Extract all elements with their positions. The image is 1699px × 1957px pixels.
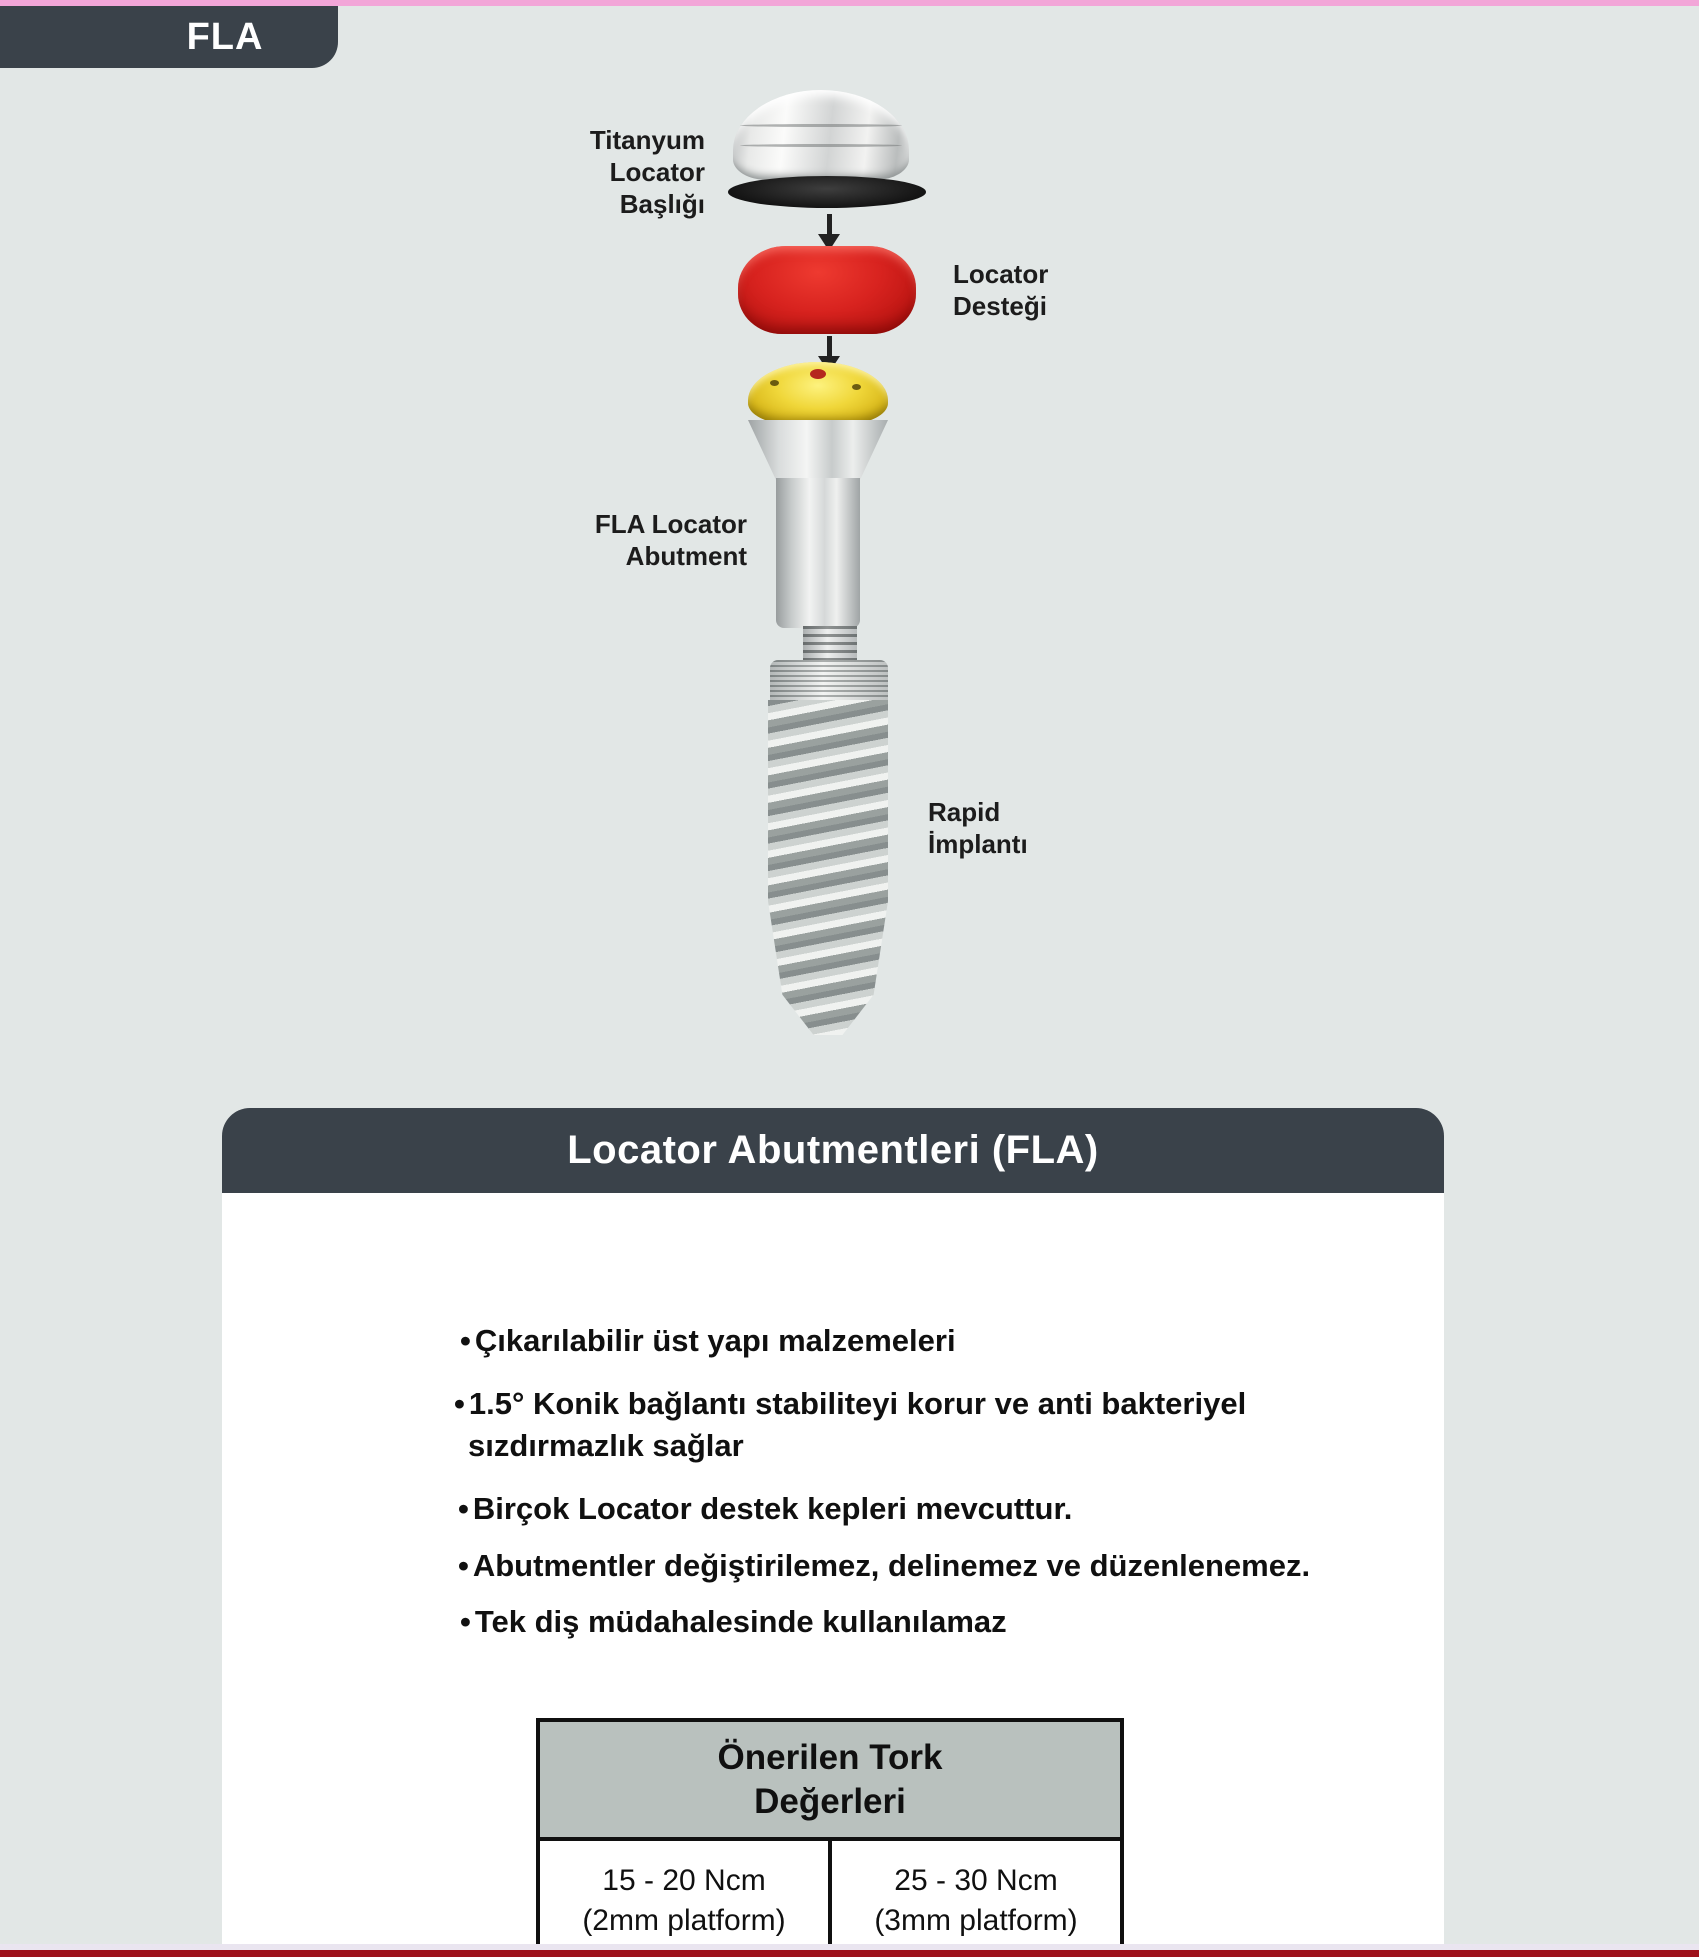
label-line: İmplantı xyxy=(928,829,1028,859)
bullet-marker: • xyxy=(458,1548,469,1583)
bullet-text: Tek diş müdahalesinde kullanılamaz xyxy=(474,1604,1007,1639)
torque-value: 15 - 20 Ncm xyxy=(602,1863,766,1897)
corner-tab-label: FLA xyxy=(186,15,264,58)
label-line: Başlığı xyxy=(619,189,705,219)
bullet-item xyxy=(458,1488,1072,1530)
bullet-item xyxy=(460,1320,956,1362)
bottom-accent-line xyxy=(0,1950,1699,1957)
bullet-marker: • xyxy=(460,1323,471,1358)
bullet-text: 1.5° Konik bağlantı stabiliteyi korur ve anti bakteriyel xyxy=(468,1386,1247,1421)
info-panel xyxy=(222,1108,1444,1957)
cap-rubber-ring-image xyxy=(728,176,926,208)
bullet-text: Çıkarılabilir üst yapı malzemeleri xyxy=(474,1323,956,1358)
bullet-marker: • xyxy=(460,1604,471,1639)
implant-collar-image xyxy=(770,660,888,700)
abutment-head-dot xyxy=(810,369,826,379)
label-line: Locator xyxy=(953,259,1049,289)
label-line: Desteği xyxy=(953,291,1047,321)
torque-cell-2mm xyxy=(540,1841,828,1957)
bullet-marker: • xyxy=(458,1491,469,1526)
label-rapid-implant xyxy=(928,796,1028,860)
torque-platform: (2mm platform) xyxy=(582,1903,786,1937)
torque-table xyxy=(536,1718,1124,1957)
implant-screw-image xyxy=(768,700,888,1035)
label-line: Titanyum xyxy=(589,125,705,155)
label-line: Rapid xyxy=(928,797,1001,827)
bullet-item xyxy=(460,1601,1007,1643)
label-fla-abutment xyxy=(595,508,747,572)
bullet-item xyxy=(454,1383,1246,1467)
abutment-stem-image xyxy=(776,478,860,628)
bullet-text-line xyxy=(454,1383,1246,1425)
torque-cell-3mm xyxy=(828,1841,1120,1957)
panel-title: Locator Abutmentleri (FLA) xyxy=(567,1128,1099,1172)
torque-header-line: Değerleri xyxy=(754,1781,906,1821)
bullet-text-line: sızdırmazlık sağlar xyxy=(468,1428,744,1463)
titanium-cap-image xyxy=(733,90,909,180)
abutment-head-speck xyxy=(770,380,779,386)
abutment-gold-head-image xyxy=(748,362,888,424)
cap-groove xyxy=(740,124,902,127)
label-line: Abutment xyxy=(625,541,747,571)
bullet-item xyxy=(458,1545,1310,1587)
abutment-cone-image xyxy=(748,420,888,480)
bullet-text: Birçok Locator destek kepleri mevcuttur. xyxy=(472,1491,1073,1526)
bullet-text: Abutmentler değiştirilemez, delinemez ve düzenlenemez. xyxy=(472,1548,1311,1583)
label-locator-support xyxy=(953,258,1048,322)
locator-support-image xyxy=(738,246,916,334)
corner-tab xyxy=(0,6,338,68)
torque-value: 25 - 30 Ncm xyxy=(894,1863,1058,1897)
abutment-thread-neck-image xyxy=(803,626,857,662)
arrow-stem xyxy=(827,214,832,234)
abutment-head-speck xyxy=(852,384,861,390)
panel-header xyxy=(222,1108,1444,1193)
torque-table-row xyxy=(540,1841,1120,1957)
torque-platform: (3mm platform) xyxy=(874,1903,1078,1937)
label-line: Locator xyxy=(609,157,705,187)
arrow-stem xyxy=(827,336,832,356)
bullet-marker: • xyxy=(454,1386,465,1421)
panel-body xyxy=(222,1193,1444,1957)
torque-header-line: Önerilen Tork xyxy=(717,1737,943,1777)
torque-table-header xyxy=(540,1722,1120,1841)
label-titanium-cap xyxy=(590,124,705,220)
label-line: FLA Locator xyxy=(594,509,747,539)
cap-groove xyxy=(740,144,902,147)
